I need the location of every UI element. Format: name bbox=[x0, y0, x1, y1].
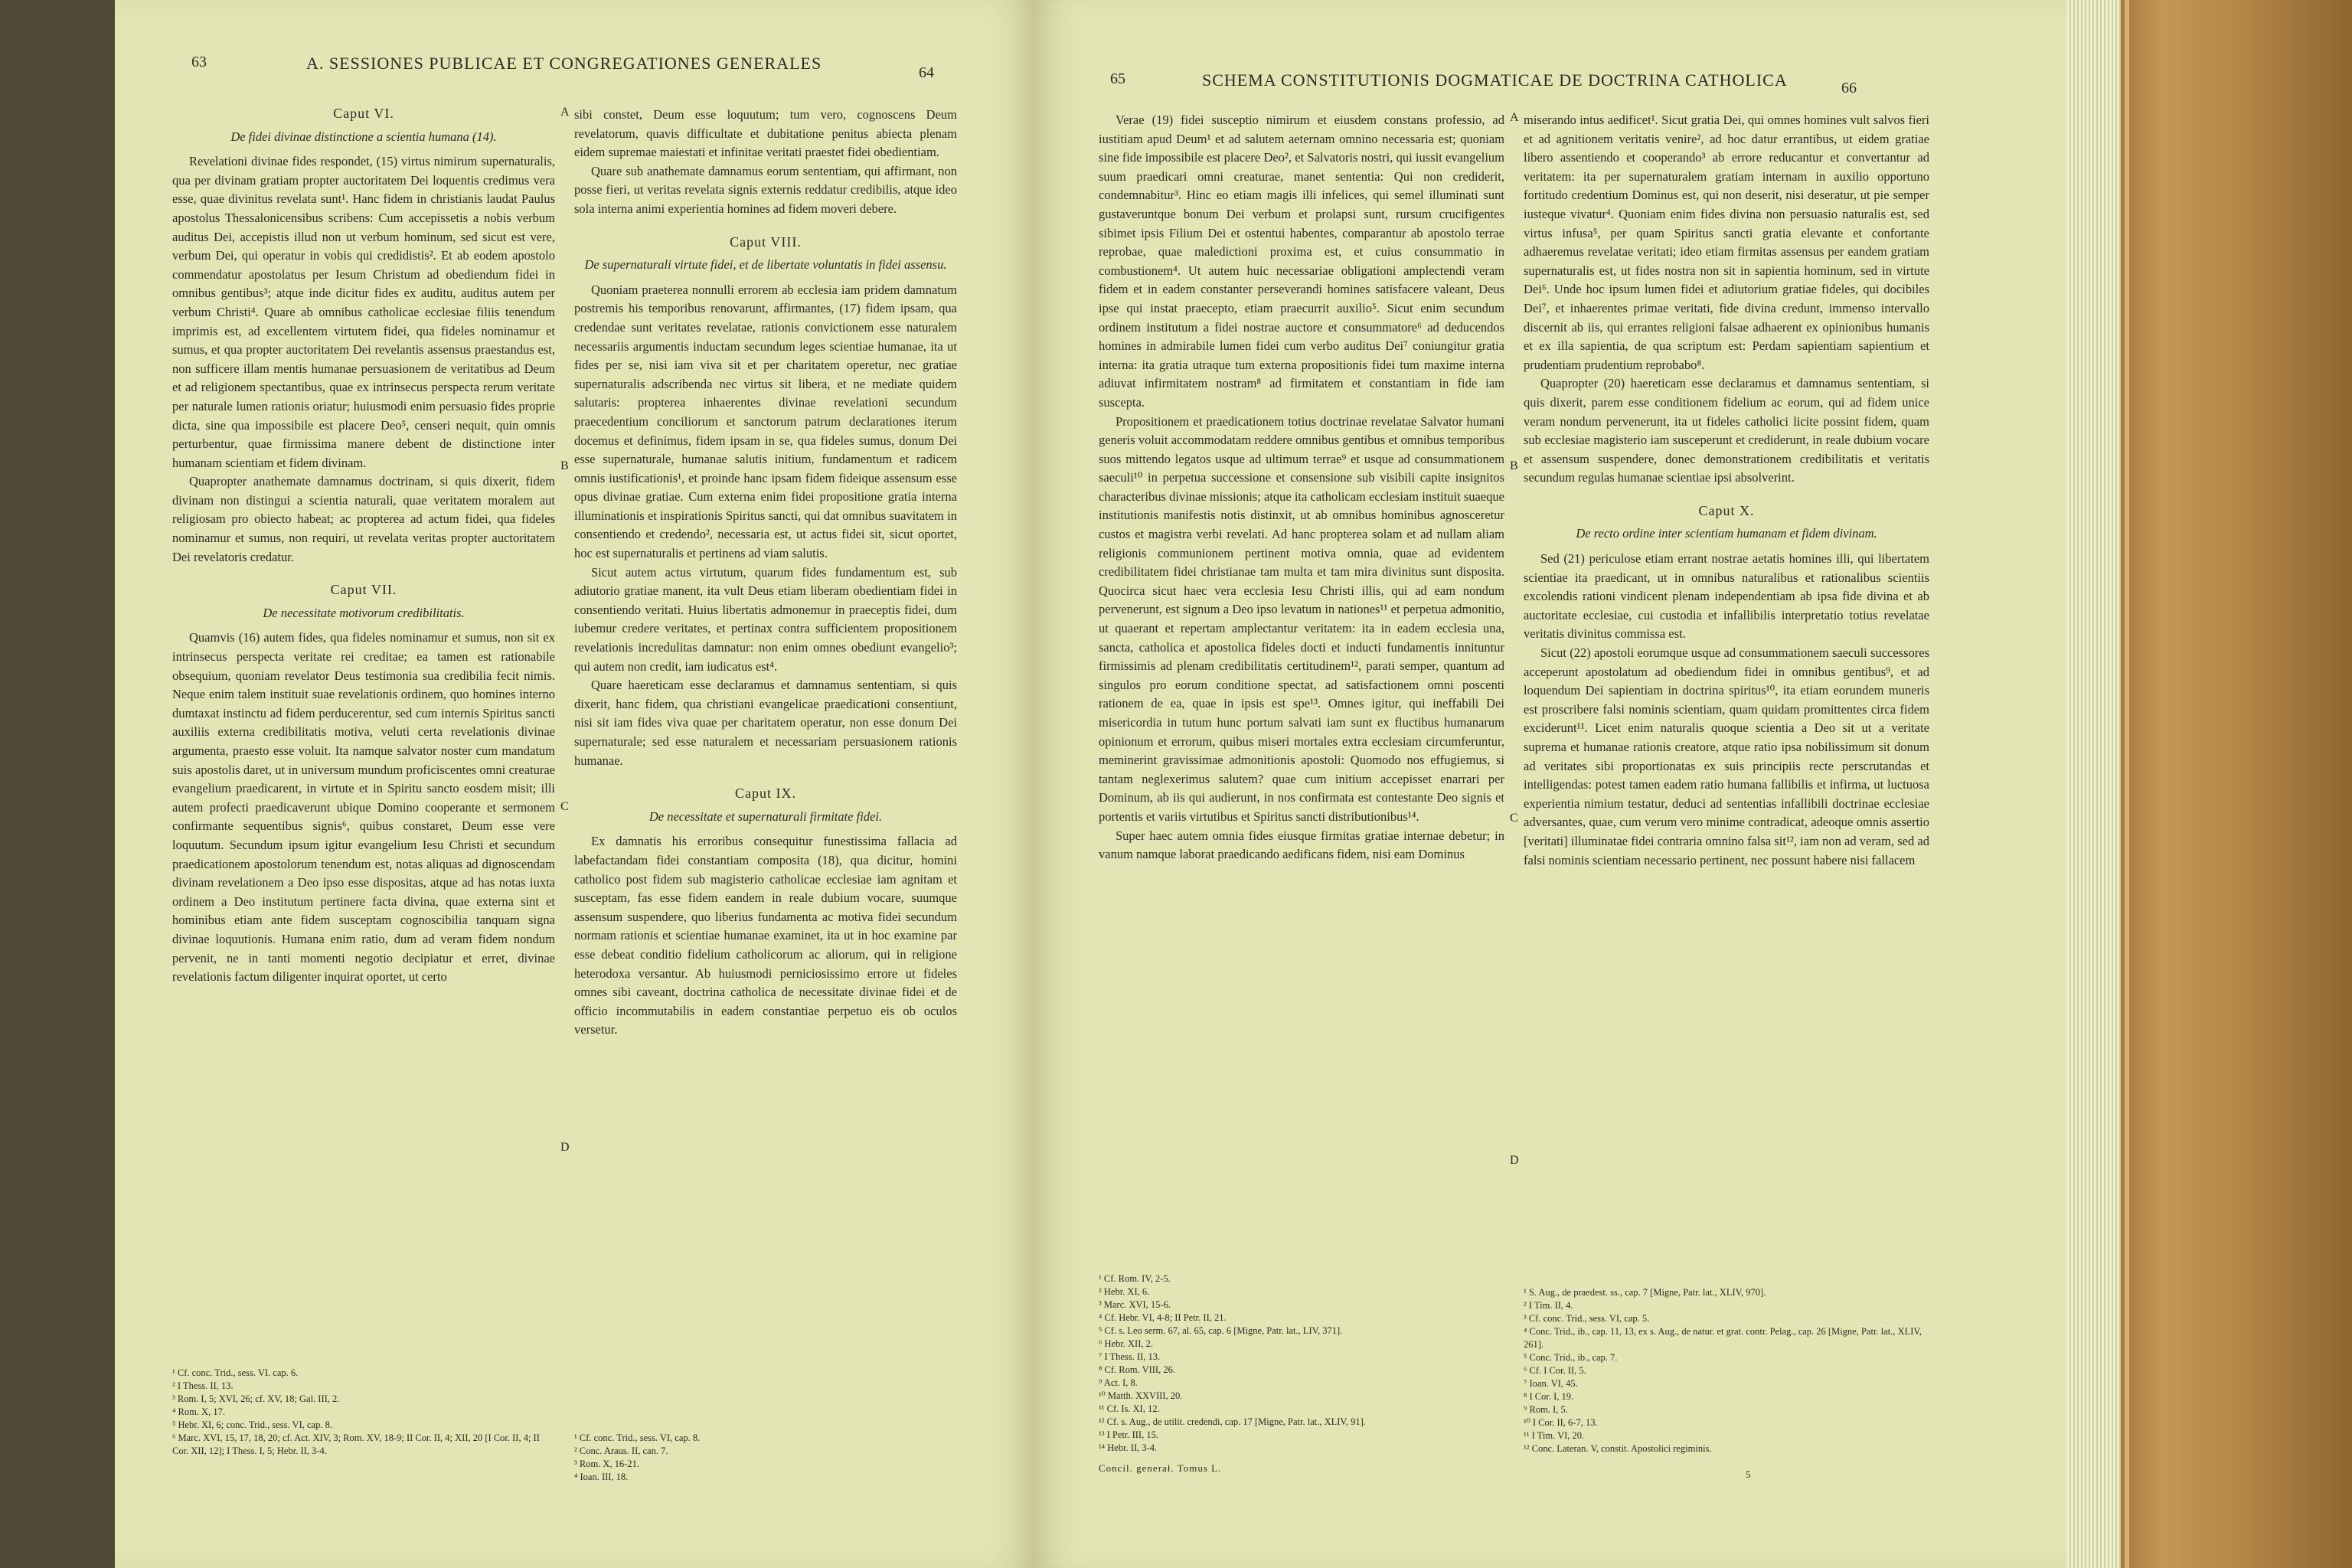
footnote: ¹¹ Cf. Is. XI, 12. bbox=[1099, 1403, 1160, 1414]
footnote: ¹ Cf. Rom. IV, 2-5. bbox=[1099, 1273, 1171, 1284]
margin-letter: C bbox=[560, 800, 569, 813]
footnote: ² I Thess. II, 13. bbox=[172, 1380, 234, 1391]
chapter-title: De fidei divinae distinctione a scientia humana (14). bbox=[230, 129, 497, 144]
right-page bbox=[1034, 0, 2082, 1568]
footnote: ⁸ Cf. Rom. VIII, 26. bbox=[1099, 1364, 1175, 1375]
margin-letter: D bbox=[560, 1141, 570, 1154]
page-number: 66 bbox=[1841, 80, 1857, 96]
paragraph: Quamvis (16) autem fides, qua fideles nominamur et sumus, non sit ex intrinsecus perspecta veritate rei creditae; ea tamen est rationabile obsequium, quoniam revelator Deus testimonia sua credibilia fecit nimis. Neque enim talem instituit suae revelationis ordinem, quo homines interno dumtaxat instinctu ad fidem perducerentur, sed cum internis Spiritus sancti auxiliis externa credibilitatis motiva, veluti certa revelationis divinae argumenta, praesto esse voluit. Ita namque salvator noster cum mandatum suis apostolis daret, ut in universum mundum proficiscentes omni creaturae evangelium praedicarent, in virtute et in Spiritu sancto eosdem misit; illi autem profecti praedicaverunt ubique Domino cooperante et sermonem confirmante sequentibus signis⁶, quibus constaret, Deum esse vere loquutum. Secundum ipsum igitur evangelium Iesu Christi et secundum praedicationem apostolorum tenendum est, notas aliquas ad dignoscendam divinam revelationem a Deo ipso esse dispositas, atque ad has notas iuxta ordinem a Deo institutum pertinere facta divina, quae externa sint et hominibus etiam ante fidem susceptam cognoscibilia tanquam signa divinae loquutionis. Humana enim ratio, dum ad veram fidem nondum pervenit, ne in tanti momenti negotio decipiatur et erret, divinae revelationis factum diligenter inquirat oportet, ut certo bbox=[172, 630, 555, 985]
footnote: ⁴ Rom. X, 17. bbox=[172, 1406, 225, 1417]
chapter-title: De necessitate et supernaturali firmitate fidei. bbox=[648, 808, 883, 824]
footnote: ² I Tim. II, 4. bbox=[1524, 1300, 1573, 1311]
page-number: 65 bbox=[1110, 70, 1125, 87]
margin-letter: A bbox=[560, 106, 570, 119]
text-column bbox=[574, 106, 957, 1040]
paragraph: Super haec autem omnia fides eiusque firmitas gratiae internae debetur; in vanum namque laborat praedicando aedificans fidem, nisi eam Dominus bbox=[1099, 828, 1504, 862]
footnote: ⁵ Hebr. XI, 6; conc. Trid., sess. VI, cap. 8. bbox=[172, 1419, 332, 1430]
footnote: ³ Rom. I, 5; XVI, 26; cf. XV, 18; Gal. III, 2. bbox=[172, 1393, 340, 1404]
footnote: ¹² Cf. s. Aug., de utilit. credendi, cap. 17 [Migne, Patr. lat., XLIV, 91]. bbox=[1099, 1416, 1366, 1427]
volume-signature: Concil. generał. Tomus L. bbox=[1099, 1462, 1222, 1474]
footnote: ¹³ I Petr. III, 15. bbox=[1099, 1429, 1158, 1440]
paragraph: Quapropter (20) haereticam esse declaramus et damnamus sententiam, si quis dixerit, parem esse conditionem fidelium ac eorum, qui ad fidem unice veram nondum pervenerunt, ita ut fideles catholici licite possint fidem, quam sub ecclesiae magisterio iam susceperunt et crediderunt, in reale dubium vocare et assensum suspendere, donec demonstrationem credibilitatis et veritatis secundum regulas humanae scientiae ipsi absolverint. bbox=[1524, 376, 1929, 485]
text-column bbox=[1099, 111, 1504, 864]
text-column bbox=[1524, 111, 1929, 870]
paragraph: Quoniam praeterea nonnulli errorem ab ecclesia iam pridem damnatum postremis his temporibus renovarunt, affirmantes, (17) fidem ipsam, qua credendae sunt veritates revelatae, rationis convictionem esse naturalem necessariis argumentis inductam secundum leges scientiae humanae, ita ut fides per se, nisi iam viva sit et per charitatem operetur, nec gratiae supernaturalis adscribenda nec virtus sit libera, et ne mediate quidem salutaris: propterea inhaerentes divinae revelationi secundum praecedentium conciliorum et sanctorum patrum declarationes iterum docemus et definimus, fidem ipsam in se, qua fideles sumus, donum Dei esse supernaturale, humanae salutis initium, fundamentum et radicem omnis iustificationis¹, et proinde hanc ipsam fidem fideique assensum esse opus divinae gratiae. Cum externa enim fidei propositione gratia interna illuminationis et inspirationis Spiritus sancti, qui dat omnibus suavitatem in consentiendo et credendo², necessaria est, ut actus fidei sit, sicut oportet, hoc est supernaturalis et pertinens ad viam salutis. bbox=[574, 282, 957, 561]
page-edges bbox=[2067, 0, 2121, 1568]
footnote: ³ Rom. X, 16-21. bbox=[574, 1459, 639, 1469]
footnote: ¹ Cf. conc. Trid., sess. VI, cap. 8. bbox=[574, 1432, 701, 1443]
footnote: ¹⁴ Hebr. II, 3-4. bbox=[1099, 1442, 1158, 1453]
left-page bbox=[115, 0, 1034, 1568]
footnote: ¹² Conc. Lateran. V, constit. Apostolici regiminis. bbox=[1524, 1443, 1712, 1454]
margin-letter: C bbox=[1510, 812, 1518, 825]
chapter-heading: Caput IX. bbox=[735, 786, 796, 802]
paragraph: Propositionem et praedicationem totius doctrinae revelatae Salvator humani generis voluit accommodatam reddere omnibus gentibus et omnibus temporibus suos mittendo legatos usque ad ultimum terrae⁹ et usque ad consummationem saeculi¹⁰ in perpetua successione et consensione sub visibili capite insignitos characteribus divinae missionis; atque ita catholicam ecclesiam instituit suaeque institutionis manifestis notis distinxit, ut ab omnibus hominibus agnosceretur custos et magistra verbi revelati. Ad hanc propterea solam et ad nullam aliam religionis communionem pertinent motiva omnia, quae ad evidentem credibilitatem fidei christianae tam multa et tam mira divinitus sunt disposita. Quocirca sicut haec vera ecclesia Iesu Christi illis, qui ad eam nondum pervenerunt, est signum a Deo ipso levatum in nationes¹¹ et perpetua admonitio, ut quaerant et repertam amplectantur veritatem: ita in eadem ecclesia una, sancta, catholica et apostolica fideles docti et inducti fundamentis innituntur firmissimis ad plenam credibilitatis certitudinem¹², parati semper, quantum ad singulos pro eorum conditione spectat, ad satisfactionem omni poscenti rationem de ea, quae in ipsis est spe¹³. Omnes igitur, qui ineffabili Dei misericordia in tutum hunc portum salvati iam sunt ex fluctibus humanarum opinionum et errorum, quibus miseri mortales extra ecclesiam circumferuntur, meminerint gravissimae admonitionis apostoli: Quomodo nos effugiemus, si tantam neglexerimus salutem? quae cum initium accepisset enarrari per Dominum, ab iis qui audierunt, in nos confirmata est contestante Deo signis et portentis et variis virtutibus et Spiritus sancti distributionibus¹⁴. bbox=[1099, 413, 1504, 824]
paragraph: Quare sub anathemate damnamus eorum sententiam, qui affirmant, non posse fieri, ut veritas revelata signis externis reddatur credibilis, atque ideo sola interna animi experientia homines ad fidem moveri debere. bbox=[574, 163, 957, 216]
chapter-heading: Caput VIII. bbox=[730, 234, 802, 250]
page-number: 64 bbox=[919, 64, 934, 81]
footnote: ⁸ I Cor. I, 19. bbox=[1524, 1391, 1574, 1402]
footnote: ¹ S. Aug., de praedest. ss., cap. 7 [Migne, Patr. lat., XLIV, 970]. bbox=[1524, 1287, 1766, 1298]
footnote: ⁶ Cf. I Cor. II, 5. bbox=[1524, 1365, 1586, 1376]
chapter-title: De recto ordine inter scientiam humanam et fidem divinam. bbox=[1576, 526, 1877, 541]
footnote: ⁷ Ioan. VI, 45. bbox=[1524, 1378, 1578, 1389]
footnote: ² Conc. Araus. II, can. 7. bbox=[574, 1446, 668, 1456]
book-cover bbox=[2121, 0, 2352, 1568]
footnote: ⁹ Rom. I, 5. bbox=[1524, 1404, 1568, 1415]
paragraph: Ex damnatis his erroribus consequitur funestissima fallacia ad labefactandam fidei constantiam composita (18), qua dicitur, homini catholico post fidem sub magisterio catholicae ecclesiae iam agnitam et susceptam, fas esse fidem eandem in reale dubium vocare, suumque assensum suspendere, quo liberius fundamenta ac motiva fidei secundum normam rationis et scientiae humanae examinet, ita ut in hoc examine par esse debeat conditio fidelium catholicorum ac aliorum, qui in religione heterodoxa versantur. Ab huiusmodi perniciosissimo errore ut fideles omnes sibi caveant, doctrina catholica de necessitate divinae fidei et de officio incommutabilis in eadem constantiae perpetuo eis ob oculos versetur. bbox=[574, 834, 957, 1037]
footnote: ⁴ Cf. Hebr. VI, 4-8; II Petr. II, 21. bbox=[1099, 1312, 1227, 1323]
margin-letter: B bbox=[560, 459, 569, 472]
footnotes bbox=[172, 1367, 555, 1458]
footnote: ¹ Cf. conc. Trid., sess. VI. cap. 6. bbox=[172, 1367, 299, 1378]
paragraph: Sicut autem actus virtutum, quarum fides fundamentum est, sub adiutorio gratiae manent, ita vult Deus etiam liberam obedientiam fidei in consentiendo veritati. Huius libertatis admonemur in praeceptis fidei, dum iubemur credere veritates, et pertinax contra sufficientem propositionem revelationis incredulitas damnatur: non enim omnes obediunt evangelio³; qui autem non credit, iam iudicatus est⁴. bbox=[574, 564, 957, 674]
footnotes bbox=[1524, 1286, 1922, 1455]
paragraph: sibi constet, Deum esse loquutum; tum vero, cognoscens Deum revelatorum, quavis difficultate et dubitatione penitus abiecta plenam eidem supremae maiestati et infinitae veritati praestet fidei obedientiam. bbox=[574, 107, 957, 160]
footnote: ⁷ I Thess. II, 13. bbox=[1099, 1351, 1161, 1362]
chapter-heading: Caput X. bbox=[1698, 502, 1755, 518]
footnotes bbox=[1099, 1272, 1497, 1455]
paragraph: Quare haereticam esse declaramus et damnamus sententiam, si quis dixerit, hanc fidem, qua christiani evangelicae praedicationi consentiunt, nisi sit iam fides viva quae per charitatem operatur, non esse donum Dei supernaturale; sed esse naturalem et necessariam persuasionem rationis humanae. bbox=[574, 678, 957, 768]
footnote: ¹⁰ Matth. XXVIII, 20. bbox=[1099, 1390, 1183, 1401]
chapter-title: De supernaturali virtute fidei, et de libertate voluntatis in fidei assensu. bbox=[584, 257, 947, 273]
running-header: A. SESSIONES PUBLICAE ET CONGREGATIONES GENERALES bbox=[306, 54, 822, 73]
footnote: ⁹ Act. I, 8. bbox=[1099, 1377, 1138, 1388]
footnote: ⁵ Conc. Trid., ib., cap. 7. bbox=[1524, 1352, 1618, 1363]
footnote: ⁵ Cf. s. Leo serm. 67, al. 65, cap. 6 [Migne, Patr. lat., LIV, 371]. bbox=[1099, 1325, 1343, 1336]
margin-letter: B bbox=[1510, 459, 1518, 472]
footnote: ¹¹ I Tim. VI, 20. bbox=[1524, 1430, 1585, 1441]
footnotes bbox=[574, 1432, 942, 1484]
footnote: ¹⁰ I Cor. II, 6-7, 13. bbox=[1524, 1417, 1598, 1428]
footnote: ⁶ Marc. XVI, 15, 17, 18, 20; cf. Act. XIV, 3; Rom. XV, 18-9; II Cor. II, 4; XII, 20 [I Cor. II, 4; II Cor. XII, 12]; I Thess. I, 5; Hebr. II, 3-4. bbox=[172, 1432, 540, 1456]
paragraph: Revelationi divinae fides respondet, (15) virtus nimirum supernaturalis, qua per divinam gratiam propter auctoritatem Dei loquentis credimus vera esse, quae divinitus revelata sunt¹. Hanc fidem in christianis laudat Paulus apostolus Thessalonicensibus scribens: Cum accepissetis a nobis verbum auditus Dei, accepistis illud non ut verbum hominum, sed sicut est vere, verbum Dei, qui operatur in vobis qui credidistis². Et ab eodem apostolo commendatur apostolatus per Iesum Christum ad obediendum fidei in omnibus gentibus³; atque inde dicitur fides ex auditu, auditus autem per verbum Christi⁴. Quare ab omnibus catholicae ecclesiae filiis tenendum imprimis est, ad excellentem virtutem fidei, qua fideles nominamur et sumus, et qua propter auctoritatem Dei revelantis assensus praestandus est, non sufficere illam mentis humanae persuasionem de veritatibus ad Deum et ad religionem spectantibus, quae ex intrinsecus perspecta rerum veritate per naturale lumen rationis oriatur; huiusmodi enim persuasio fides proprie dicta, sine qua impossibile est placere Deo⁵, censeri nequit, quin omnis perturbentur, quae firmissima manere debent de distinctione inter humanam scientiam et fidem divinam. bbox=[172, 154, 555, 470]
chapter-heading: Caput VII. bbox=[330, 582, 397, 598]
paragraph: miserando intus aedificet¹. Sicut gratia Dei, qui omnes homines vult salvos fieri et ad agnitionem veritatis venire², ad hoc datur errantibus, ut eidem gratiae libero assentiendo et cooperando³ ab errore reducantur et convertantur ad veritatem: ita per supernaturalem gratiam internam in auxilio opportuno fortitudo credentium Dominus est, qui non deserit, nisi deseratur, ut pie semper iusteque vivatur⁴. Quoniam enim fides divina non persuasio naturalis est, sed virtus infusa⁵, per quam Spiritus sancti gratia elevante et confortante adhaeremus revelatae veritati; ideo etiam firmitas assensus per eandem gratiam supernaturalis est, ut fides nostra non sit in sapientia hominum, sed in virtute Dei⁶. Unde hoc ipsum lumen fidei et adiutorium gratiae fideles, qui docibiles Dei⁷, et inhaerentes primae veritati, fide divina credunt, immenso intervallo discernit ab iis, qui errantes religioni falsae adhaerent ex opinionibus humanis et ex illa sapientia, de qua scriptum est: Perdam sapientiam sapientium et prudentiam prudentium reprobabo⁸. bbox=[1524, 113, 1929, 372]
chapter-heading: Caput VI. bbox=[333, 106, 394, 121]
footnote: ³ Marc. XVI, 15-6. bbox=[1099, 1299, 1171, 1310]
page-number: 63 bbox=[191, 54, 207, 70]
footnote: ³ Cf. conc. Trid., sess. VI, cap. 5. bbox=[1524, 1313, 1650, 1324]
margin-letter: D bbox=[1510, 1154, 1519, 1167]
chapter-title: De necessitate motivorum credibilitatis. bbox=[263, 605, 465, 620]
footnote: ⁴ Ioan. III, 18. bbox=[574, 1472, 629, 1482]
text-column bbox=[172, 90, 555, 987]
running-header: SCHEMA CONSTITUTIONIS DOGMATICAE DE DOCTRINA CATHOLICA bbox=[1202, 70, 1788, 90]
paragraph: Quapropter anathemate damnamus doctrinam, si quis dixerit, fidem divinam non distingui a scientia naturali, quae veritatem moralem aut religiosam pro obiecto habeat; ac propterea ad actum fidei, qua fideles nominamur et sumus, non requiri, ut revelata veritas propter auctoritatem Dei revelatoris credatur. bbox=[172, 474, 555, 564]
cover-edge bbox=[2125, 0, 2129, 1568]
signature-number: 5 bbox=[1746, 1468, 1752, 1480]
margin-letter: A bbox=[1510, 111, 1519, 124]
footnote: ² Hebr. XI, 6. bbox=[1099, 1286, 1150, 1297]
footnote: ⁴ Conc. Trid., ib., cap. 11, 13, ex s. Aug., de natur. et grat. contr. Pelag., cap. 26 [Migne, Patr. lat., XLIV, 261]. bbox=[1524, 1326, 1922, 1350]
paragraph: Verae (19) fidei susceptio nimirum et eiusdem constans professio, ad iustitiam apud Deum¹ et ad salutem aeternam omnino necessaria est; quoniam sine fide impossibile est placere Deo², et Salvatoris nostri, qui iussit evangelium suum praedicari omni creaturae, manet sententia: Qui non crediderit, condemnabitur³. Hinc eo etiam magis illi infelices, qui semel illuminati sunt gustaveruntque bonum Dei verbum et prolapsi sunt, rursum crucifigentes sibimet ipsis Filium Dei et ostentui habentes, comparantur ab apostolo terrae reprobae, quae maledictioni proxima est, et cuius consummatio in combustionem⁴. Ut autem huic necessariae obligationi amplectendi veram fidem et in eadem constanter perseverandi homines satisfacere valeant, Deus ipse qui instat praecepto, etiam praecurrit auxilio⁵. Sicut enim secundum ordinem institutum a fidei nostrae auctore et consummatore⁶ ad deducendos homines in admirabile lumen fidei cum verbo auditus Dei⁷ coniungitur gratia interna: ita gratia utraque tum externa propositionis fidei tum maxime interna adiuvat infirmitatem nostram⁸ ad firmitatem et constantiam in fide iam suscepta. bbox=[1099, 113, 1504, 410]
paragraph: Sicut (22) apostoli eorumque usque ad consummationem saeculi successores acceperunt apostolatum ad obediendum fidei in omnibus gentibus⁹, et ad loquendum Dei sapientiam in doctrina spiritus¹⁰, ita etiam eorundem muneris est proscribere falsi nominis scientiam, quam quidam promittentes circa fidem exciderunt¹¹. Licet enim naturalis quoque scientia a Deo sit ut a veritate suprema et humanae rationis creatore, atque ratio ipsa nobilissimum sit donum ad veritates sibi proportionatas ex suis principiis recte perscrutandas et intelligendas: potest tamen eadem ratio humana fallibilis et infirma, ut luctuosa experientia nimium testatur, deduci ad sententias infallibili doctrinae ecclesiae adversantes, quae, cum verum vero minime contradicat, adeoque omnis assertio [veritati] illuminatae fidei contraria omnino falsa sit¹², iam non ad veram, sed ad falsi nominis scientiam necessario pertinent, nec possunt habere nisi fallacem bbox=[1524, 645, 1929, 867]
paragraph: Sed (21) periculose etiam errant nostrae aetatis homines illi, qui libertatem scientiae ita praedicant, ut in omnibus naturalibus et rationalibus scientiis excolendis rationi vindicent plenam independentiam ab ipsa fide divina et ab auctoritate ecclesiae, cui custodia et infallibilis interpretatio totius revelatae veritatis divinitus commissa est. bbox=[1524, 551, 1929, 642]
footnote: ⁶ Hebr. XII, 2. bbox=[1099, 1338, 1154, 1349]
